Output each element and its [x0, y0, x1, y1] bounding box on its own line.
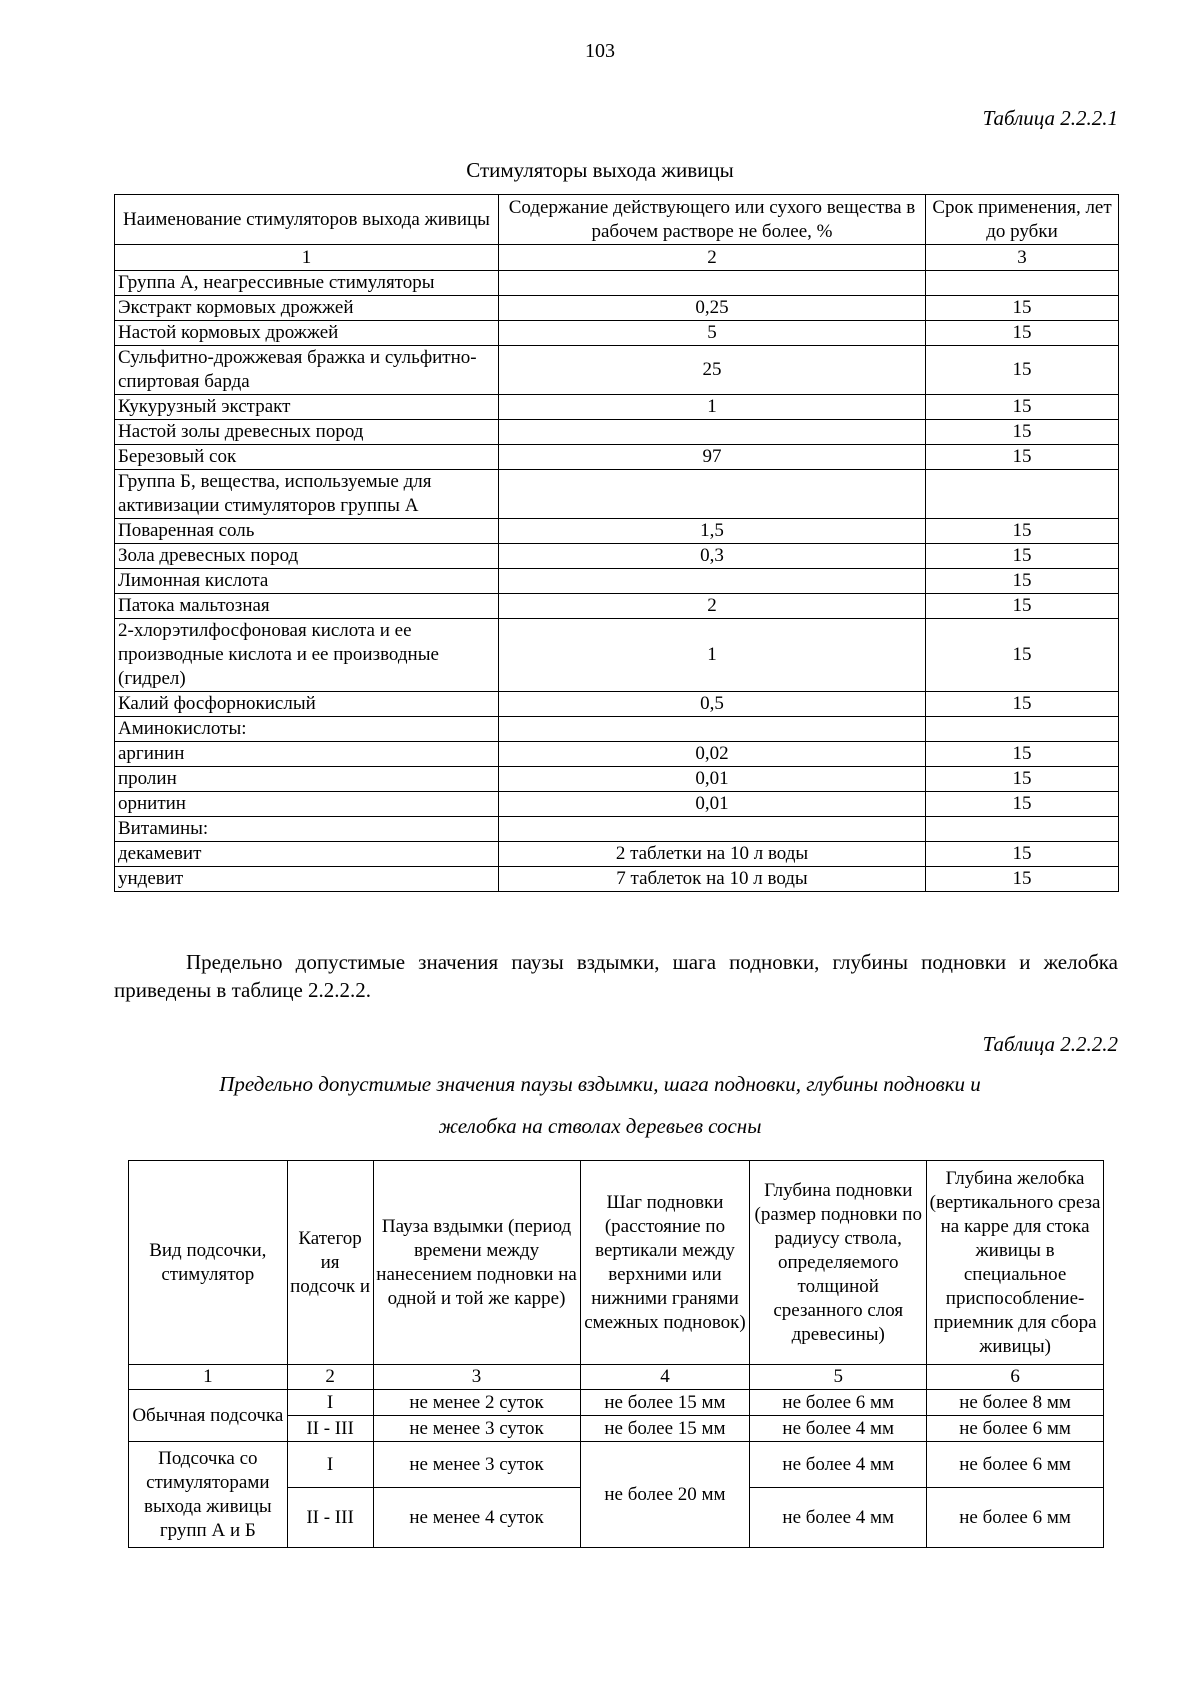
- table-row: [115, 321, 1119, 346]
- content-cell: 0,5: [499, 692, 926, 717]
- column-number: 4: [580, 1365, 750, 1390]
- table1-label: Таблица 2.2.2.1: [982, 106, 1118, 130]
- table-row: [115, 544, 1119, 569]
- stimulator-name-cell: Настой золы древесных пород: [115, 420, 499, 445]
- step-cell: не более 15 мм: [580, 1390, 750, 1416]
- table-row: [115, 792, 1119, 817]
- category-cell: II - III: [287, 1488, 373, 1548]
- table-row: [115, 717, 1119, 742]
- table-row: [115, 817, 1119, 842]
- table-row: [115, 470, 1119, 519]
- table2-header-row: [129, 1161, 1104, 1365]
- term-cell: 15: [926, 792, 1119, 817]
- stimulator-name-cell: орнитин: [115, 792, 499, 817]
- column-number: 3: [926, 245, 1119, 271]
- depth-cell: не более 4 мм: [750, 1442, 927, 1488]
- content-cell: 1: [499, 619, 926, 692]
- table2-header-cell: Пауза вздымки (период времени между нанесением подновки на одной и той же карре): [373, 1161, 580, 1365]
- term-cell: [926, 271, 1119, 296]
- table-row: [115, 519, 1119, 544]
- page-number: 103: [585, 40, 615, 62]
- table-row: [115, 742, 1119, 767]
- table2-label: Таблица 2.2.2.2: [982, 1032, 1118, 1056]
- content-cell: 2: [499, 594, 926, 619]
- table2-title-line1: Предельно допустимые значения паузы вздымки, шага подновки, глубины подновки и: [219, 1072, 981, 1096]
- content-cell: [499, 569, 926, 594]
- term-cell: [926, 470, 1119, 519]
- category-cell: I: [287, 1442, 373, 1488]
- term-cell: 15: [926, 346, 1119, 395]
- column-number: 3: [373, 1365, 580, 1390]
- content-cell: 0,25: [499, 296, 926, 321]
- table1-header-cell: Срок применения, лет до рубки: [926, 195, 1119, 245]
- stimulator-name-cell: ундевит: [115, 867, 499, 892]
- stimulator-name-cell: Настой кормовых дрожжей: [115, 321, 499, 346]
- content-cell: 0,3: [499, 544, 926, 569]
- pause-cell: не менее 3 суток: [373, 1416, 580, 1442]
- term-cell: 15: [926, 519, 1119, 544]
- depth-cell: не более 6 мм: [750, 1390, 927, 1416]
- term-cell: 15: [926, 767, 1119, 792]
- table2-header-cell: Глубина желобка (вертикального среза на карре для стока живицы в специальное приспособление-приемник для сбора живицы): [927, 1161, 1104, 1365]
- stimulator-name-cell: Аминокислоты:: [115, 717, 499, 742]
- stimulator-name-cell: Экстракт кормовых дрожжей: [115, 296, 499, 321]
- table-limits: [128, 1160, 1104, 1548]
- term-cell: 15: [926, 692, 1119, 717]
- term-cell: 15: [926, 619, 1119, 692]
- column-number: 6: [927, 1365, 1104, 1390]
- table-row: [115, 296, 1119, 321]
- content-cell: [499, 817, 926, 842]
- term-cell: 15: [926, 842, 1119, 867]
- content-cell: 97: [499, 445, 926, 470]
- stimulator-name-cell: Патока мальтозная: [115, 594, 499, 619]
- term-cell: [926, 817, 1119, 842]
- depth-cell: не более 4 мм: [750, 1416, 927, 1442]
- groove-cell: не более 6 мм: [927, 1416, 1104, 1442]
- stimulator-name-cell: пролин: [115, 767, 499, 792]
- content-cell: 0,01: [499, 767, 926, 792]
- stimulator-name-cell: Калий фосфорнокислый: [115, 692, 499, 717]
- table-row: [115, 395, 1119, 420]
- table-row: [115, 594, 1119, 619]
- term-cell: [926, 717, 1119, 742]
- step-cell: не более 15 мм: [580, 1416, 750, 1442]
- table-row: [115, 767, 1119, 792]
- content-cell: [499, 470, 926, 519]
- stimulator-name-cell: Группа Б, вещества, используемые для активизации стимуляторов группы А: [115, 470, 499, 519]
- table-row: [115, 619, 1119, 692]
- groove-cell: не более 6 мм: [927, 1488, 1104, 1548]
- term-cell: 15: [926, 867, 1119, 892]
- table-row: [115, 692, 1119, 717]
- content-cell: 0,02: [499, 742, 926, 767]
- term-cell: 15: [926, 395, 1119, 420]
- table-row: [115, 842, 1119, 867]
- groove-cell: не более 8 мм: [927, 1390, 1104, 1416]
- stimulator-name-cell: Березовый сок: [115, 445, 499, 470]
- pause-cell: не менее 2 суток: [373, 1390, 580, 1416]
- column-number: 1: [115, 245, 499, 271]
- content-cell: [499, 271, 926, 296]
- tapping-type-cell: Обычная подсочка: [129, 1390, 288, 1442]
- column-number: 1: [129, 1365, 288, 1390]
- table2-number-row: [129, 1365, 1104, 1390]
- content-cell: 5: [499, 321, 926, 346]
- table-row: [115, 271, 1119, 296]
- content-cell: [499, 420, 926, 445]
- pause-cell: не менее 3 суток: [373, 1442, 580, 1488]
- stimulator-name-cell: Поваренная соль: [115, 519, 499, 544]
- table2-title-line2: желобка на стволах деревьев сосны: [438, 1114, 762, 1138]
- category-cell: I: [287, 1390, 373, 1416]
- pause-cell: не менее 4 суток: [373, 1488, 580, 1548]
- table-row: [115, 420, 1119, 445]
- term-cell: 15: [926, 296, 1119, 321]
- content-cell: 2 таблетки на 10 л воды: [499, 842, 926, 867]
- content-cell: [499, 717, 926, 742]
- content-cell: 0,01: [499, 792, 926, 817]
- category-cell: II - III: [287, 1416, 373, 1442]
- table-row: [115, 346, 1119, 395]
- stimulator-name-cell: Зола древесных пород: [115, 544, 499, 569]
- stimulator-name-cell: декамевит: [115, 842, 499, 867]
- table1-number-row: [115, 245, 1119, 271]
- table-row: [115, 445, 1119, 470]
- table-row: [129, 1390, 1104, 1416]
- stimulator-name-cell: Лимонная кислота: [115, 569, 499, 594]
- tapping-type-cell: Подсочка со стимуляторами выхода живицы групп А и Б: [129, 1442, 288, 1548]
- depth-cell: не более 4 мм: [750, 1488, 927, 1548]
- table-row: [115, 569, 1119, 594]
- table2-header-cell: Глубина подновки (размер подновки по радиусу ствола, определяемого толщиной срезанного слоя древесины): [750, 1161, 927, 1365]
- table2-header-cell: Шаг подновки (расстояние по вертикали между верхними или нижними гранями смежных подновок): [580, 1161, 750, 1365]
- groove-cell: не более 6 мм: [927, 1442, 1104, 1488]
- stimulator-name-cell: 2-хлорэтилфосфоновая кислота и ее производные кислота и ее производные (гидрел): [115, 619, 499, 692]
- content-cell: 25: [499, 346, 926, 395]
- stimulator-name-cell: Кукурузный экстракт: [115, 395, 499, 420]
- table-row: [129, 1442, 1104, 1488]
- table1-title: Стимуляторы выхода живицы: [466, 158, 734, 182]
- content-cell: 7 таблеток на 10 л воды: [499, 867, 926, 892]
- step-cell: не более 20 мм: [580, 1442, 750, 1548]
- term-cell: 15: [926, 420, 1119, 445]
- table1-header-cell: Содержание действующего или сухого вещества в рабочем растворе не более, %: [499, 195, 926, 245]
- stimulator-name-cell: Группа А, неагрессивные стимуляторы: [115, 271, 499, 296]
- content-cell: 1: [499, 395, 926, 420]
- column-number: 5: [750, 1365, 927, 1390]
- stimulator-name-cell: Сульфитно-дрожжевая бражка и сульфитно-спиртовая барда: [115, 346, 499, 395]
- table2-header-cell: Категор ия подсочк и: [287, 1161, 373, 1365]
- term-cell: 15: [926, 321, 1119, 346]
- table-row: [115, 867, 1119, 892]
- table1-header-row: [115, 195, 1119, 245]
- table1-header-cell: Наименование стимуляторов выхода живицы: [115, 195, 499, 245]
- column-number: 2: [287, 1365, 373, 1390]
- paragraph-text: Предельно допустимые значения паузы вздымки, шага подновки, глубины подновки и желобка приведены в таблице 2.2.2.2.: [114, 950, 1118, 1002]
- content-cell: 1,5: [499, 519, 926, 544]
- term-cell: 15: [926, 544, 1119, 569]
- term-cell: 15: [926, 445, 1119, 470]
- stimulator-name-cell: аргинин: [115, 742, 499, 767]
- term-cell: 15: [926, 569, 1119, 594]
- paragraph: [114, 948, 1118, 1004]
- stimulator-name-cell: Витамины:: [115, 817, 499, 842]
- column-number: 2: [499, 245, 926, 271]
- table-stimulators: [114, 194, 1119, 892]
- term-cell: 15: [926, 594, 1119, 619]
- term-cell: 15: [926, 742, 1119, 767]
- table2-header-cell: Вид подсочки, стимулятор: [129, 1161, 288, 1365]
